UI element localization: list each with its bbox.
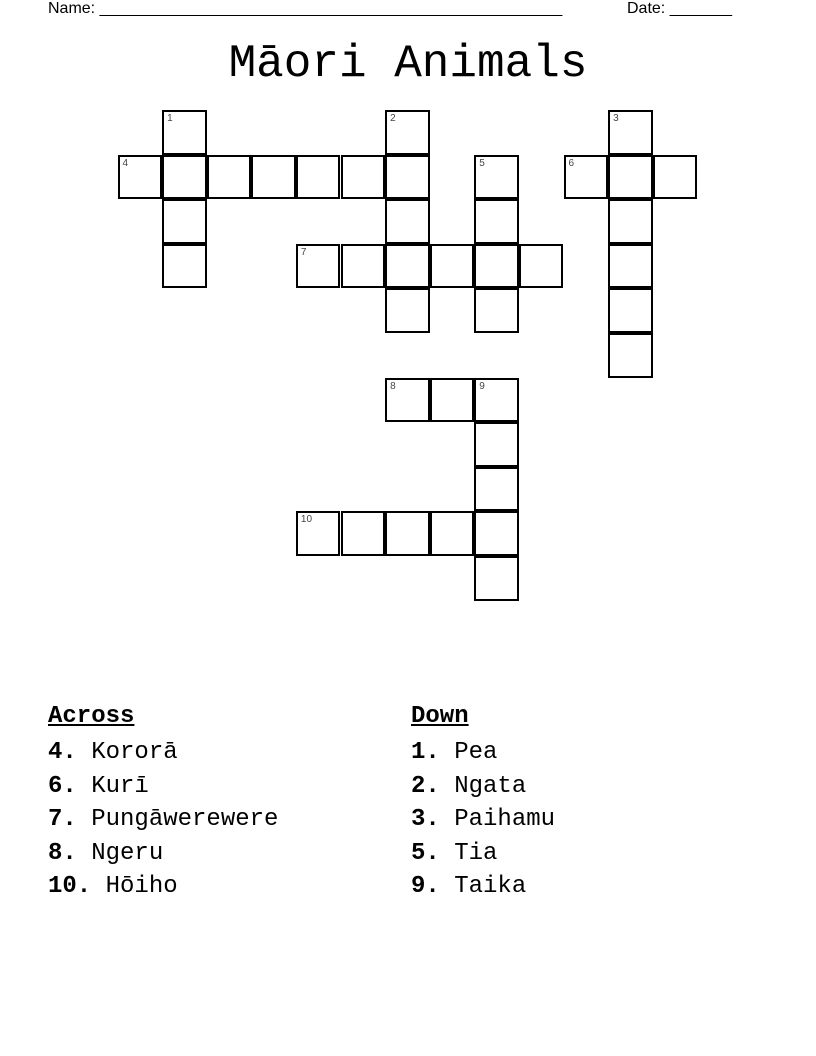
across-clue: [48, 837, 278, 871]
grid-cell[interactable]: [385, 511, 430, 556]
clue-number: 4: [122, 157, 129, 169]
grid-cell[interactable]: [162, 155, 207, 200]
down-clues: [411, 703, 555, 904]
across-list: [48, 736, 278, 904]
clue-number: 8: [390, 380, 396, 392]
grid-cell[interactable]: [474, 556, 519, 601]
down-clue: [411, 870, 555, 904]
grid-cell[interactable]: [608, 288, 653, 333]
grid-cell[interactable]: [474, 422, 519, 467]
grid-cell[interactable]: [474, 378, 519, 423]
clue-number: 9: [479, 380, 485, 392]
across-heading: Across: [48, 703, 135, 730]
grid-cell[interactable]: [296, 244, 341, 289]
grid-cell[interactable]: [430, 244, 475, 289]
grid-cell[interactable]: [608, 333, 653, 378]
clue-number: 2: [390, 113, 396, 124]
grid-cell[interactable]: [608, 199, 653, 244]
clue-text: Tia: [439, 839, 498, 867]
down-clue: [411, 837, 555, 871]
grid-cell[interactable]: [341, 244, 386, 289]
clue-number: 1.: [411, 739, 440, 766]
page-title: Māori Animals: [228, 38, 588, 90]
down-list: [411, 736, 555, 904]
grid-cell[interactable]: [385, 244, 430, 289]
name-field-label: Name: ____________________________________________________: [48, 0, 563, 17]
across-clue: [48, 803, 278, 837]
clue-number: 10.: [48, 873, 92, 900]
across-clues: [48, 703, 278, 904]
grid-cell[interactable]: [385, 378, 430, 423]
grid-cell[interactable]: [474, 288, 519, 333]
grid-cell[interactable]: [385, 155, 430, 200]
across-clue: [48, 870, 278, 904]
grid-cell[interactable]: [653, 155, 698, 200]
clue-number: 7: [300, 246, 307, 258]
clue-number: 3.: [411, 806, 440, 833]
clue-text: Taika: [439, 873, 527, 900]
clue-text: Pea: [439, 739, 498, 766]
grid-cell[interactable]: [474, 199, 519, 244]
clue-number: 5: [479, 157, 485, 169]
grid-cell[interactable]: [385, 199, 430, 244]
grid-cell[interactable]: [519, 244, 564, 289]
clue-text: Hōiho: [91, 873, 178, 900]
grid-cell[interactable]: [430, 511, 475, 556]
grid-cell[interactable]: [430, 378, 475, 423]
down-heading: Down: [411, 703, 469, 730]
clue-text: Pungāwerewere: [76, 806, 279, 833]
grid-cell[interactable]: [118, 155, 163, 200]
grid-cell[interactable]: [564, 155, 609, 200]
grid-cell[interactable]: [162, 244, 207, 289]
clue-number: 10: [300, 514, 313, 526]
clue-text: Ngeru: [76, 839, 164, 867]
grid-cell[interactable]: [207, 155, 252, 200]
grid-cell[interactable]: [474, 155, 519, 200]
down-clue: [411, 736, 555, 770]
grid-cell[interactable]: [162, 110, 207, 155]
clue-number: 4.: [48, 739, 77, 766]
grid-cell[interactable]: [385, 110, 430, 155]
grid-cell[interactable]: [608, 155, 653, 200]
clue-text: Kororā: [76, 739, 178, 766]
clue-text: Kurī: [76, 772, 149, 800]
clue-number: 6.: [48, 772, 77, 800]
grid-cell[interactable]: [296, 511, 341, 556]
clue-text: Paihamu: [439, 806, 556, 833]
clue-number: 6: [568, 157, 575, 169]
clue-number: 3: [613, 113, 619, 124]
down-clue: [411, 803, 555, 837]
date-field-label: Date: _______: [627, 0, 732, 17]
grid-cell[interactable]: [474, 467, 519, 512]
clue-number: 1: [167, 113, 173, 124]
grid-cell[interactable]: [474, 244, 519, 289]
grid-cell[interactable]: [474, 511, 519, 556]
grid-cell[interactable]: [251, 155, 296, 200]
grid-cell[interactable]: [385, 288, 430, 333]
grid-cell[interactable]: [341, 511, 386, 556]
grid-cell[interactable]: [608, 110, 653, 155]
clue-text: Ngata: [439, 772, 527, 800]
clue-number: 2.: [411, 772, 440, 800]
grid-cell[interactable]: [341, 155, 386, 200]
across-clue: [48, 770, 278, 804]
clue-number: 5.: [411, 839, 440, 867]
grid-cell[interactable]: [296, 155, 341, 200]
across-clue: [48, 736, 278, 770]
down-clue: [411, 770, 555, 804]
grid-cell[interactable]: [162, 199, 207, 244]
clue-number: 8.: [48, 839, 77, 867]
clue-number: 9.: [411, 873, 440, 900]
clue-number: 7.: [48, 806, 77, 833]
grid-cell[interactable]: [608, 244, 653, 289]
